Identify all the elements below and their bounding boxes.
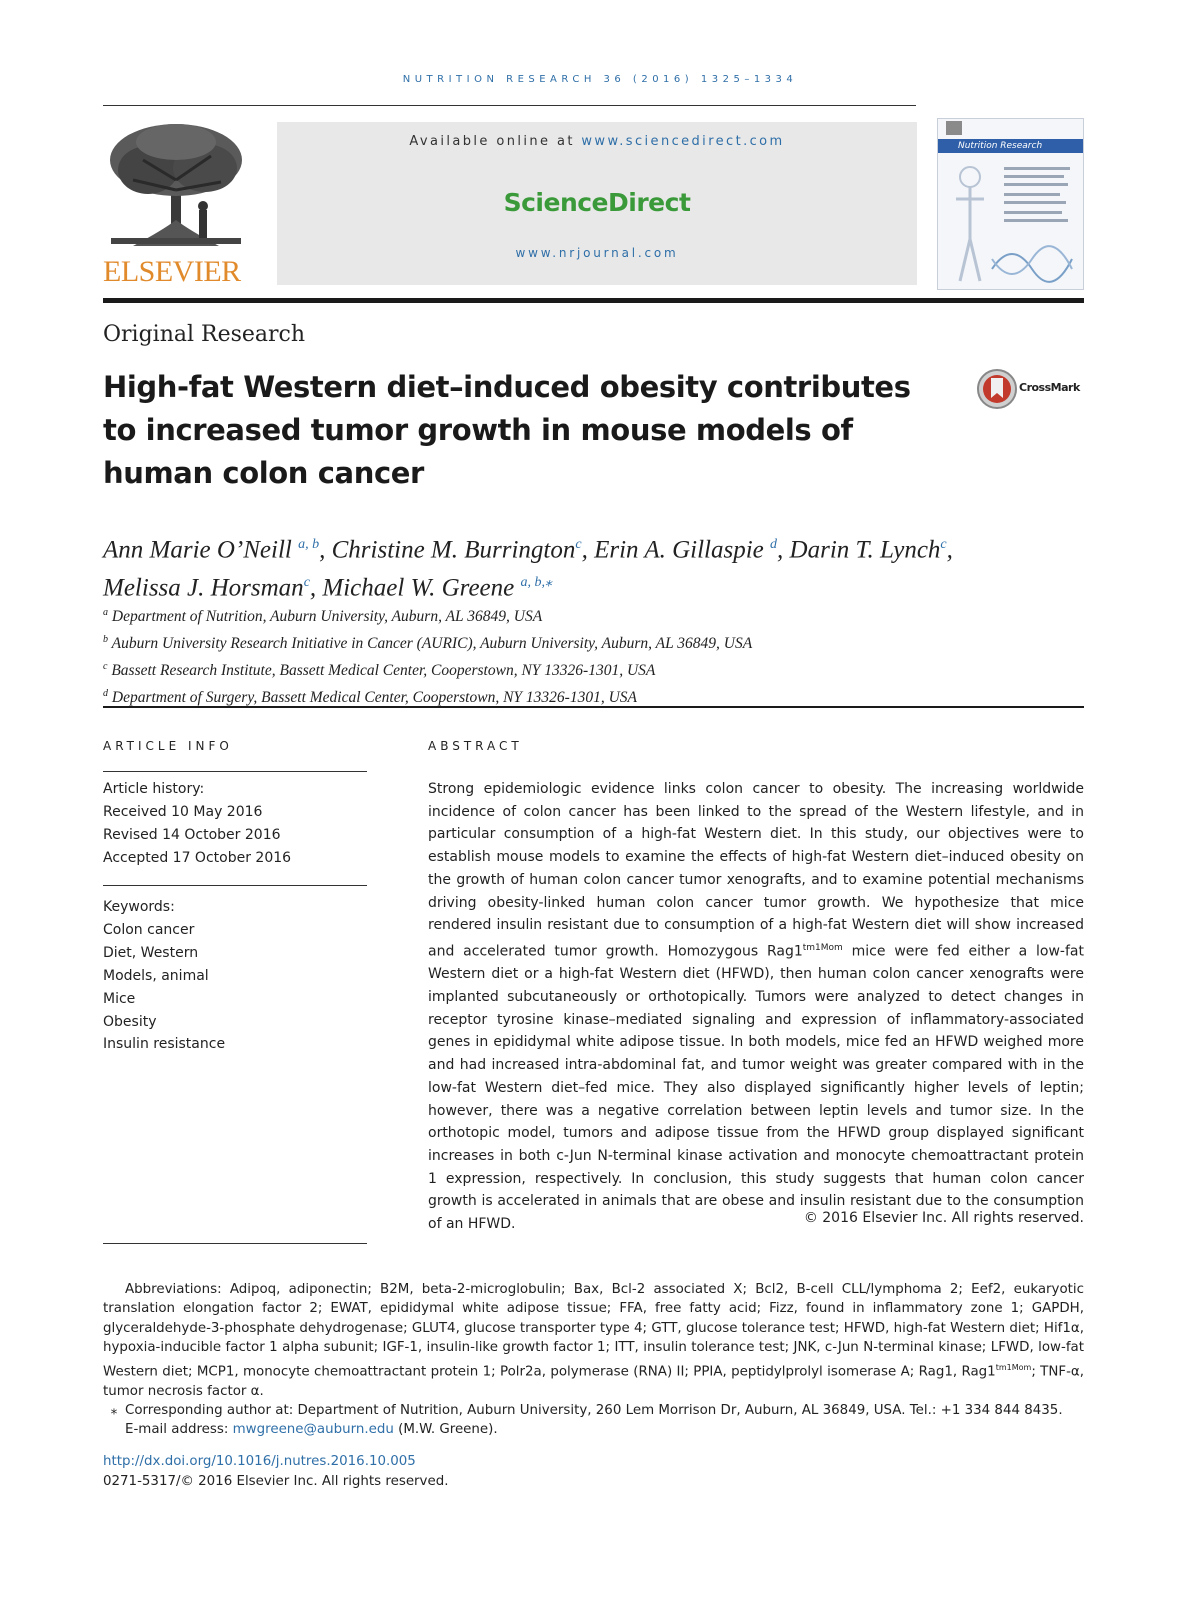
revised-date: Revised 14 October 2016 bbox=[103, 826, 281, 843]
affiliation-mark: d bbox=[103, 687, 108, 699]
available-online-line bbox=[277, 134, 917, 149]
affiliation-text: Auburn University Research Initiative in Cancer (AURIC), Auburn University, Auburn, AL 36849, USA bbox=[111, 635, 753, 653]
article-title bbox=[103, 366, 923, 495]
email-footnote bbox=[103, 1420, 1084, 1439]
corresponding-author-footnote bbox=[103, 1401, 1084, 1420]
abstract-text-continued: mice were fed either a low-fat Western diet or a high-fat Western diet (HFWD), then human colon cancer xenografts were implanted subcutaneously or orthotopically. Tumors were analyzed to detect changes in receptor tyrosine kinase–mediated signaling and expression of inflammatory-associated genes in epididymal white adipose tissue. In both models, mice fed an HFWD weighed more and had increased intra-abdominal fat, and tumor weight was greater compared with in the low-fat Western diet–fed mice. They also displayed significantly higher levels of leptin; however, there was a negative correlation between leptin levels and tumor size. In the orthotopic model, tumors and adipose tissue from the HFWD group displayed significant increases in both c-Jun N-terminal kinase activation and monocyte chemoattractant protein 1 expression, respectively. In conclusion, this study suggests that human colon cancer growth is accelerated in animals that are obese and insulin resistant due to the consumption of an HFWD. bbox=[428, 943, 1084, 1233]
author-affiliation-mark[interactable]: a, b bbox=[298, 537, 320, 552]
author-line-1: Ann Marie O’Neill $^{a, b}$, Christine M. Burrington$^c$, Erin A. Gillaspie $^d$, Darin T. Lynch$^c$, bbox=[103, 536, 953, 564]
sciencedirect-banner bbox=[277, 122, 917, 285]
abbreviations-text-end: ; TNF-α, tumor necrosis factor α. bbox=[103, 1364, 1084, 1399]
author-list bbox=[103, 528, 1093, 605]
affiliation-text: Department of Surgery, Bassett Medical Center, Cooperstown, NY 13326-1301, USA bbox=[111, 688, 637, 706]
keyword-item: Colon cancer bbox=[103, 921, 195, 938]
front-matter-rule bbox=[103, 706, 1084, 708]
author-name[interactable]: Darin T. Lynch bbox=[789, 536, 941, 564]
cover-title: Nutrition Research bbox=[938, 139, 1083, 153]
keyword-item: Obesity bbox=[103, 1013, 157, 1030]
doi-link[interactable]: http://dx.doi.org/10.1016/j.nutres.2016.10.005 bbox=[103, 1454, 416, 1469]
author-affiliation-mark[interactable]: c bbox=[575, 537, 582, 552]
corresponding-footnote-mark: ⁎ bbox=[110, 1402, 118, 1418]
affiliation-item bbox=[103, 656, 1003, 683]
elsevier-tree-logo bbox=[103, 120, 249, 260]
article-type-label: Original Research bbox=[103, 322, 306, 347]
corresponding-author-mark[interactable]: ⁎ bbox=[545, 575, 552, 591]
keywords-list bbox=[103, 896, 225, 1056]
crossmark-button[interactable] bbox=[976, 368, 1018, 414]
author-affiliation-mark[interactable]: d bbox=[770, 537, 778, 552]
journal-citation: NUTRITION RESEARCH 36 (2016) 1325–1334 bbox=[402, 74, 798, 85]
masthead-rule bbox=[103, 298, 1084, 303]
abstract-heading: ABSTRACT bbox=[428, 739, 523, 753]
keywords-label: Keywords: bbox=[103, 899, 175, 915]
title-line: to increased tumor growth in mouse models of bbox=[103, 413, 853, 447]
corresponding-author-text: Corresponding author at: Department of Nutrition, Auburn University, 260 Lem Morrison Dr, Auburn, AL 36849, USA. Tel.: +1 334 844 8435. bbox=[125, 1402, 1063, 1418]
author-name[interactable]: Christine M. Burrington bbox=[331, 536, 576, 564]
abbreviations-footnote bbox=[103, 1280, 1084, 1401]
affiliation-item bbox=[103, 602, 1003, 629]
footnotes bbox=[103, 1280, 1084, 1440]
header-rule bbox=[103, 105, 916, 106]
affiliation-text: Department of Nutrition, Auburn University, Auburn, AL 36849, USA bbox=[111, 608, 543, 626]
abbreviations-text: Abbreviations: Adipoq, adiponectin; B2M, beta-2-microglobulin; Bax, Bcl-2 associated X; Bcl2, B-cell CLL/lymphoma 2; Eef2, eukaryotic translation elongation factor 2; EWAT, epididymal white adipose tissue; FFA, free fatty acid; Fizz, found in inflammatory zone 1; GAPDH, glyceraldehyde-3-phosphate dehydrogenase; GLUT4, glucose transporter type 4; GTT, glucose tolerance test; HFWD, high-fat Western diet; Hif1α, hypoxia-inducible factor 1 alpha subunit; IGF-1, insulin-like growth factor 1; ITT, insulin tolerance test; JNK, c-Jun N-terminal kinase; LFWD, low-fat Western diet; MCP1, monocyte chemoattractant protein 1; Polr2a, polymerase (RNA) II; PPIA, peptidylprolyl isomerase A; Rag1, Rag1 bbox=[103, 1282, 1084, 1380]
author-name[interactable]: Ann Marie O’Neill bbox=[103, 536, 292, 564]
doi-block bbox=[103, 1452, 448, 1492]
article-info-rule bbox=[103, 771, 367, 772]
keywords-rule bbox=[103, 885, 367, 886]
author-affiliation-mark[interactable]: c bbox=[303, 575, 310, 591]
author-affiliation-mark[interactable]: c bbox=[940, 537, 947, 552]
author-line-2: Melissa J. Horsman$^c$, Michael W. Greene $^{a, b,⁎}$ bbox=[103, 574, 552, 602]
sciencedirect-link[interactable]: www.sciencedirect.com bbox=[581, 134, 785, 149]
title-line: High-fat Western diet–induced obesity contributes bbox=[103, 370, 911, 404]
issn-line: 0271-5317/© 2016 Elsevier Inc. All rights reserved. bbox=[103, 1474, 449, 1489]
elsevier-wordmark: ELSEVIER bbox=[103, 255, 241, 288]
crossmark-label[interactable]: CrossMark bbox=[1019, 381, 1080, 394]
journal-url-link[interactable]: www.nrjournal.com bbox=[515, 246, 679, 260]
author-name[interactable]: Melissa J. Horsman bbox=[103, 574, 304, 602]
abstract-text: Strong epidemiologic evidence links colon cancer to obesity. The increasing worldwide incidence of colon cancer has been linked to the spread of the Western lifestyle, and in particular consumption of a high-fat Western diet. In this study, our objectives were to establish mouse models to examine the effects of high-fat Western diet–induced obesity on the growth of human colon cancer tumor xenografts, and to examine potential mechanisms driving obesity-linked human colon cancer tumor growth. We hypothesize that mice rendered insulin resistant due to consumption of a high-fat Western diet will show increased and accelerated tumor growth. Homozygous Rag1 bbox=[428, 781, 1084, 960]
keyword-item: Models, animal bbox=[103, 967, 209, 984]
affiliation-item bbox=[103, 629, 1003, 656]
keyword-item: Mice bbox=[103, 990, 136, 1007]
author-affiliation-mark[interactable]: a, b, bbox=[520, 575, 545, 591]
cover-illustration bbox=[942, 159, 1078, 285]
affiliation-mark: a bbox=[103, 607, 108, 618]
accepted-date: Accepted 17 October 2016 bbox=[103, 849, 292, 866]
footnote-rule bbox=[103, 1243, 367, 1244]
affiliation-text: Bassett Research Institute, Bassett Medical Center, Cooperstown, NY 13326-1301, USA bbox=[111, 661, 656, 679]
keyword-item: Insulin resistance bbox=[103, 1036, 226, 1053]
abstract-body bbox=[428, 778, 1084, 1236]
affiliation-mark: c bbox=[103, 660, 108, 672]
affiliation-mark: b bbox=[103, 633, 108, 645]
email-link[interactable]: mwgreene@auburn.edu bbox=[232, 1422, 394, 1438]
sciencedirect-brand: ScienceDirect bbox=[503, 188, 691, 217]
author-name[interactable]: Erin A. Gillaspie bbox=[594, 536, 764, 564]
abbreviations-superscript: tm1Mom bbox=[995, 1362, 1032, 1372]
affiliation-list bbox=[103, 602, 1003, 709]
keyword-item: Diet, Western bbox=[103, 944, 199, 961]
article-info-heading: ARTICLE INFO bbox=[103, 739, 233, 753]
email-label: E-mail address: bbox=[125, 1422, 229, 1438]
journal-cover-thumbnail bbox=[937, 118, 1084, 290]
abstract-copyright: © 2016 Elsevier Inc. All rights reserved. bbox=[803, 1210, 1084, 1226]
received-date: Received 10 May 2016 bbox=[103, 803, 263, 820]
history-label: Article history: bbox=[103, 781, 205, 797]
crossmark-icon bbox=[976, 368, 1018, 410]
author-name[interactable]: Michael W. Greene bbox=[322, 574, 515, 602]
email-suffix: (M.W. Greene). bbox=[398, 1422, 498, 1438]
title-line: human colon cancer bbox=[103, 456, 424, 490]
article-history bbox=[103, 778, 291, 870]
available-online-label: Available online at bbox=[409, 134, 575, 149]
abstract-allele-superscript: tm1Mom bbox=[802, 942, 843, 953]
cover-publisher-logo bbox=[946, 121, 962, 135]
